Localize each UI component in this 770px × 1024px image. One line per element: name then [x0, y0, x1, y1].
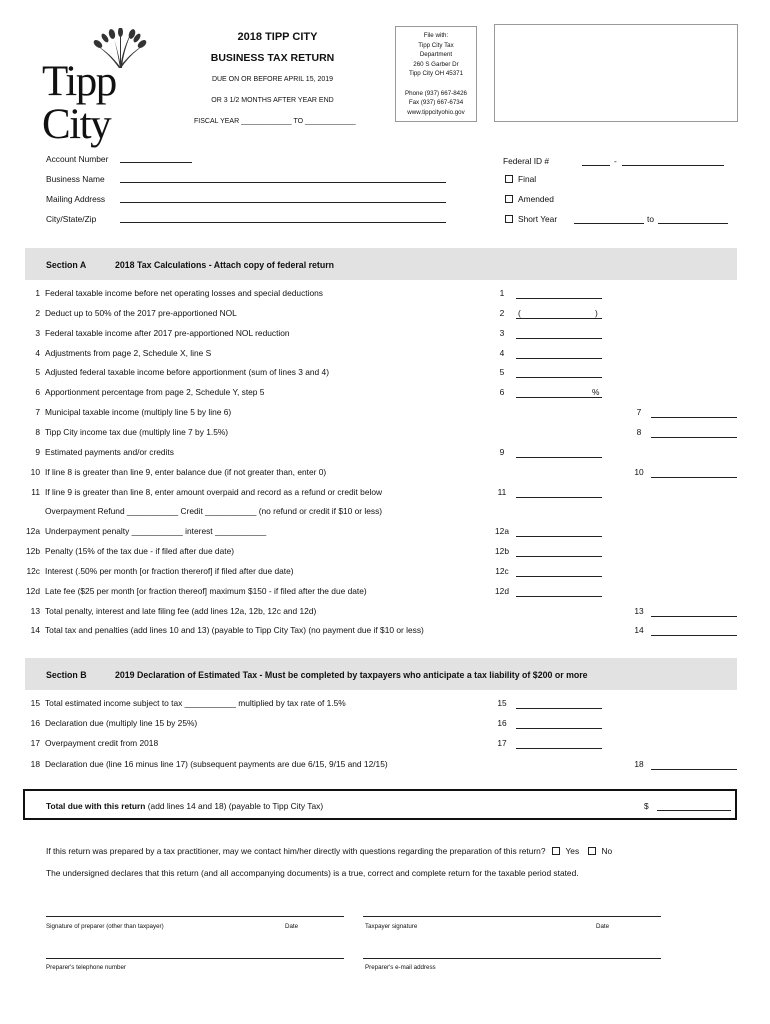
line-amount-field[interactable]: [516, 377, 602, 378]
form-line-row: [0, 348, 770, 364]
line-amount-field[interactable]: [516, 497, 602, 498]
line-amount-field[interactable]: [516, 457, 602, 458]
mailing-address-label: Mailing Address: [46, 194, 106, 204]
account-number-field[interactable]: [120, 162, 192, 163]
logo-text: Tipp City: [42, 58, 116, 148]
federal-id-sep: -: [614, 156, 617, 166]
line-number: 16: [30, 718, 40, 729]
total-due-label: [46, 801, 323, 811]
line-ref: 12d: [495, 585, 509, 596]
section-a-header: [25, 248, 737, 280]
mailing-address-field[interactable]: [120, 202, 446, 203]
line-number: 7: [35, 407, 40, 418]
paren-close: ): [595, 307, 598, 318]
preparer-email-field[interactable]: [363, 958, 661, 959]
line-amount-field[interactable]: [516, 298, 602, 299]
line-description: Total tax and penalties (add lines 10 and 13) (payable to Tipp City Tax) (no payment due if $10 or less): [45, 625, 424, 636]
form-subtitle: BUSINESS TAX RETURN: [210, 52, 335, 64]
label-area-box: [494, 24, 738, 122]
yes-checkbox[interactable]: [552, 847, 560, 855]
line-amount-field[interactable]: [516, 338, 602, 339]
account-number-label: Account Number: [46, 154, 109, 164]
line-amount-field[interactable]: [516, 576, 602, 577]
line-number: 10: [30, 466, 40, 477]
final-label: Final: [518, 174, 537, 184]
fiscal-year: FISCAL YEAR _____________ TO _____________: [194, 118, 356, 125]
file-with-line: 260 S Garber Dr: [413, 60, 459, 68]
file-with-line: Phone (937) 667-8426: [405, 89, 467, 97]
line-ref: 14: [634, 625, 644, 636]
line-ref: 12c: [495, 565, 509, 576]
form-line-row: [0, 447, 770, 463]
section-b-label: Section B: [46, 670, 87, 680]
title-line-1: 2018 TIPP CITY: [237, 31, 318, 43]
file-with-box: [395, 26, 477, 122]
line-ref: 4: [499, 347, 505, 358]
section-a-title: 2018 Tax Calculations - Attach copy of federal return: [115, 260, 335, 270]
line-number: 12d: [26, 585, 40, 596]
paren-open: (: [518, 307, 521, 318]
form-line-row: [0, 526, 770, 542]
short-year-from-field[interactable]: [574, 223, 644, 224]
line-ref: 3: [499, 327, 505, 338]
line-amount-field[interactable]: [516, 596, 602, 597]
total-due-field[interactable]: [657, 810, 731, 811]
line-ref: 11: [497, 486, 507, 497]
short-year-label: Short Year: [518, 214, 558, 224]
form-line-row: [0, 738, 770, 754]
federal-id-field-a[interactable]: [582, 165, 610, 166]
preparer-phone-label: Preparer's telephone number: [46, 964, 126, 971]
no-checkbox[interactable]: [588, 847, 596, 855]
line-description: Total estimated income subject to tax ___________ multiplied by tax rate of 1.5%: [45, 698, 346, 708]
file-with-line: Department: [419, 51, 453, 59]
preparer-signature-label: Signature of preparer (other than taxpayer): [46, 923, 164, 930]
line-description: Federal taxable income before net operating losses and special deductions: [45, 288, 323, 298]
form-line-row: [0, 427, 770, 443]
line-ref: 6: [499, 387, 505, 398]
line-description: Interest (.50% per month [or fraction thererof] if filed after due date): [45, 565, 294, 576]
no-label: No: [601, 846, 613, 856]
line-ref: 7: [636, 407, 642, 418]
line-amount-field[interactable]: [516, 556, 602, 557]
file-with-line: File with:: [423, 32, 449, 39]
amended-label: Amended: [518, 194, 554, 204]
line-amount-field[interactable]: [651, 635, 737, 636]
line-description: Federal taxable income after 2017 pre-apportioned NOL reduction: [45, 327, 290, 338]
line-number: 6: [35, 387, 40, 398]
line-ref: 8: [636, 426, 642, 437]
line-number: 12c: [26, 565, 40, 576]
preparer-email-label: Preparer's e-mail address: [365, 964, 436, 971]
line-ref: 13: [634, 605, 644, 616]
form-line-row: [0, 546, 770, 562]
due-line-2: OR 3 1/2 MONTHS AFTER YEAR END: [211, 97, 334, 104]
line-amount-field[interactable]: [516, 397, 602, 398]
line-description: Municipal taxable income (multiply line 5 by line 6): [45, 407, 232, 418]
form-line-row: [0, 566, 770, 582]
line-description: Penalty (15% of the tax due - if filed after due date): [45, 546, 235, 557]
line-number: 9: [35, 446, 40, 457]
taxpayer-signature-field[interactable]: [363, 916, 661, 917]
due-line-1: DUE ON OR BEFORE APRIL 15, 2019: [211, 76, 334, 83]
total-due-label-bold: Total due with this return: [46, 801, 146, 811]
file-with-line: [396, 79, 476, 89]
final-checkbox-row[interactable]: [505, 174, 536, 184]
line-number: 1: [35, 288, 40, 298]
form-line-row: [0, 586, 770, 602]
short-year-checkbox-row[interactable]: [505, 214, 557, 224]
line-amount-field[interactable]: [516, 358, 602, 359]
business-name-label: Business Name: [46, 174, 105, 184]
practitioner-question: [46, 846, 612, 856]
final-checkbox[interactable]: [505, 175, 513, 183]
file-with-line: Tipp City OH 45371: [408, 70, 464, 78]
line-amount-field[interactable]: [516, 748, 602, 749]
line-amount-field[interactable]: [651, 437, 737, 438]
line-ref: 2: [499, 307, 505, 318]
section-a-label: Section A: [46, 260, 87, 270]
total-due-dollar: $: [644, 801, 649, 811]
amended-checkbox-row[interactable]: [505, 194, 554, 204]
percent-sign: %: [592, 387, 600, 398]
form-title: [195, 31, 360, 43]
line-number: 2: [35, 307, 40, 318]
line-description: Declaration due (multiply line 15 by 25%): [45, 718, 198, 729]
line-number: 12a: [26, 526, 40, 537]
line-ref: 5: [499, 367, 505, 378]
line-number: 4: [35, 347, 40, 358]
file-with-line: Tipp City Tax: [418, 41, 454, 49]
line-amount-field[interactable]: [516, 728, 602, 729]
form-line-row: [0, 308, 770, 324]
line-number: 12b: [26, 546, 40, 557]
form-line-row: [0, 407, 770, 423]
line-number: 5: [35, 367, 40, 378]
line-description: If line 8 is greater than line 9, enter balance due (if not greater than, enter 0): [45, 466, 327, 477]
form-line-row: [0, 506, 770, 522]
line-number: 11: [31, 486, 40, 497]
line-ref: 12b: [495, 546, 509, 557]
form-line-row: [0, 367, 770, 383]
taxpayer-date-label: Date: [596, 923, 610, 930]
line-ref: 12a: [495, 526, 509, 537]
business-name-field[interactable]: [120, 182, 446, 183]
taxpayer-signature-label: Taxpayer signature: [365, 923, 418, 930]
form-line-row: [0, 759, 770, 775]
section-b-header: [25, 658, 737, 690]
line-description: Late fee ($25 per month [or fraction thereof] maximum $150 - if filed after the due date): [45, 585, 367, 596]
line-ref: 9: [499, 446, 505, 457]
form-line-row: [0, 606, 770, 622]
city-state-zip-field[interactable]: [120, 222, 446, 223]
line-amount-field[interactable]: [651, 769, 737, 770]
line-ref: 15: [497, 698, 507, 708]
form-line-row: [0, 625, 770, 641]
line-description: Deduct up to 50% of the 2017 pre-apportioned NOL: [45, 307, 237, 318]
line-amount-field[interactable]: [516, 536, 602, 537]
form-line-row: [0, 387, 770, 403]
form-line-row: [0, 487, 770, 503]
federal-id-label: Federal ID #: [503, 156, 550, 166]
line-description: If line 9 is greater than line 8, enter amount overpaid and record as a refund or credit below: [45, 486, 383, 497]
line-ref: 16: [497, 718, 507, 729]
total-due-box: [23, 789, 737, 820]
line-number: 14: [30, 625, 40, 636]
section-b-title: 2019 Declaration of Estimated Tax - Must be completed by taxpayers who anticipate a tax liability of $200 or more: [115, 670, 588, 680]
practitioner-question-text: If this return was prepared by a tax practitioner, may we contact him/her directly with questions regarding the preparation of this return?: [46, 846, 546, 856]
short-year-to-field[interactable]: [658, 223, 728, 224]
line-description: Tipp City income tax due (multiply line 7 by 1.5%): [45, 426, 229, 437]
preparer-date-label: Date: [285, 923, 299, 930]
line-amount-field[interactable]: [651, 417, 737, 418]
line-number: 17: [30, 738, 40, 749]
yes-label: Yes: [565, 846, 580, 856]
amended-checkbox[interactable]: [505, 195, 513, 203]
line-description: Adjustments from page 2, Schedule X, line S: [45, 347, 212, 358]
line-ref: 10: [634, 466, 644, 477]
line-description: Overpayment Refund ___________ Credit ___________ (no refund or credit if $10 or less): [45, 506, 383, 517]
declaration-text: The undersigned declares that this return (and all accompanying documents) is a true, correct and complete return for the taxable period stated.: [46, 868, 579, 878]
line-number: 13: [30, 605, 40, 616]
line-ref: 18: [634, 758, 644, 769]
line-number: 18: [30, 758, 40, 769]
line-description: Declaration due (line 16 minus line 17) (subsequent payments are due 6/15, 9/15 and 12/15): [45, 758, 388, 769]
line-ref: 17: [497, 738, 507, 749]
line-number: 3: [35, 327, 40, 338]
line-description: Total penalty, interest and late filing fee (add lines 12a, 12b, 12c and 12d): [45, 605, 317, 616]
form-line-row: [0, 698, 770, 714]
preparer-phone-field[interactable]: [46, 958, 344, 959]
line-amount-field[interactable]: [516, 318, 602, 319]
line-amount-field[interactable]: [651, 616, 737, 617]
city-state-zip-label: City/State/Zip: [46, 214, 97, 224]
line-description: Apportionment percentage from page 2, Schedule Y, step 5: [45, 387, 265, 398]
line-ref: 1: [499, 288, 505, 298]
line-description: Underpayment penalty ___________ interest ___________: [45, 526, 267, 537]
logo: [42, 28, 192, 148]
federal-id-field-b[interactable]: [622, 165, 724, 166]
form-line-row: [0, 467, 770, 483]
line-description: Overpayment credit from 2018: [45, 738, 159, 749]
form-line-row: [0, 288, 770, 304]
preparer-signature-field[interactable]: [46, 916, 344, 917]
line-amount-field[interactable]: [651, 477, 737, 478]
form-line-row: [0, 718, 770, 734]
form-line-row: [0, 328, 770, 344]
total-due-label-rest: (add lines 14 and 18) (payable to Tipp City Tax): [145, 801, 324, 811]
file-with-line: www.tippcityohio.gov: [407, 108, 465, 116]
short-year-checkbox[interactable]: [505, 215, 513, 223]
line-amount-field[interactable]: [516, 708, 602, 709]
line-number: 15: [30, 698, 40, 708]
line-description: Estimated payments and/or credits: [45, 446, 174, 457]
line-number: 8: [35, 426, 40, 437]
file-with-line: Fax (937) 667-6734: [408, 99, 464, 107]
line-description: Adjusted federal taxable income before apportionment (sum of lines 3 and 4): [45, 367, 329, 378]
short-year-to-label: to: [647, 214, 654, 224]
